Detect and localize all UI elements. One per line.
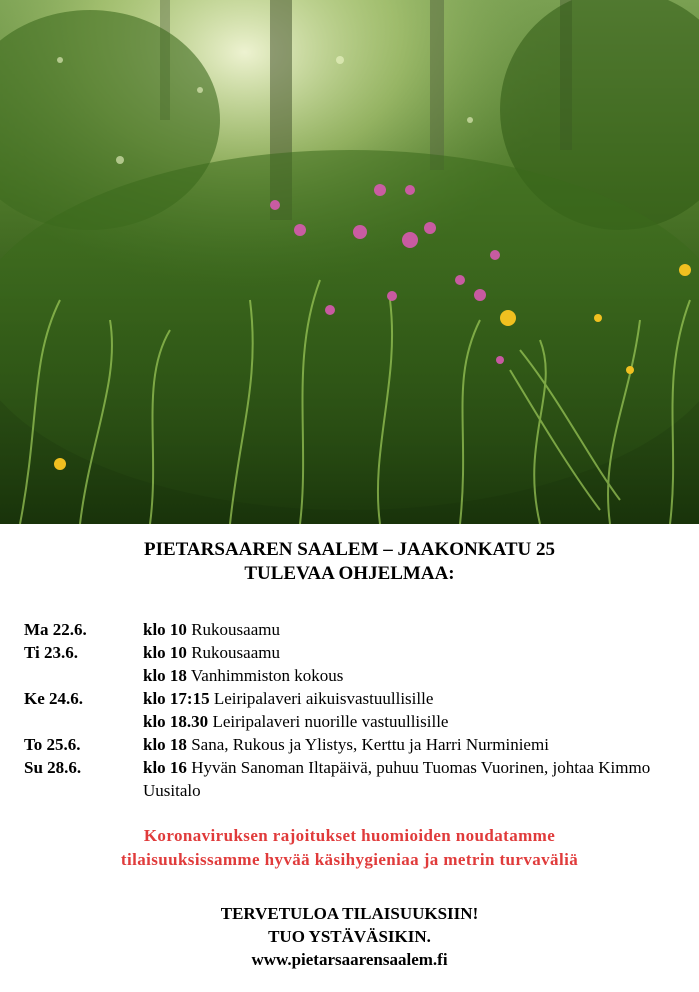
schedule-text: Leiripalaveri nuorille vastuullisille xyxy=(212,712,449,731)
notice-line-2: tilaisuuksissamme hyvää käsihygieniaa ja metrin turvaväliä xyxy=(120,850,579,869)
schedule-event xyxy=(143,756,684,802)
footer xyxy=(0,902,699,971)
schedule-day: To 25.6. xyxy=(24,735,81,754)
schedule-row xyxy=(24,687,684,710)
schedule-row xyxy=(24,710,684,733)
schedule-row xyxy=(24,756,684,802)
schedule-list xyxy=(24,618,684,802)
schedule-event xyxy=(143,641,684,664)
schedule-time: klo 10 xyxy=(143,620,187,639)
schedule-event xyxy=(143,618,684,641)
schedule-row xyxy=(24,733,684,756)
header-subtitle: TULEVAA OHJELMAA: xyxy=(244,563,455,584)
schedule-event xyxy=(143,710,684,733)
welcome-text: TERVETULOA TILAISUUKSIIN! xyxy=(220,904,479,923)
schedule-event xyxy=(143,664,684,687)
schedule-event xyxy=(143,687,684,710)
invite-text: TUO YSTÄVÄSIKIN. xyxy=(268,927,431,946)
notice-line-1: Koronaviruksen rajoitukset huomioiden noudatamme xyxy=(143,826,556,845)
schedule-row xyxy=(24,641,684,664)
schedule-event xyxy=(143,733,684,756)
schedule-time: klo 10 xyxy=(143,643,187,662)
website-link[interactable]: www.pietarsaarensaalem.fi xyxy=(251,950,448,969)
schedule-row xyxy=(24,664,684,687)
schedule-time: klo 16 xyxy=(143,758,187,777)
schedule-day: Ke 24.6. xyxy=(24,689,84,708)
schedule-time: klo 18.30 xyxy=(143,712,209,731)
schedule-time: klo 18 xyxy=(143,666,187,685)
schedule-text: Hyvän Sanoman Iltapäivä, puhuu Tuomas Vuorinen, johtaa Kimmo Uusitalo xyxy=(143,758,651,800)
schedule-text: Leiripalaveri aikuisvastuullisille xyxy=(213,689,434,708)
schedule-text: Vanhimmiston kokous xyxy=(190,666,344,685)
schedule-row xyxy=(24,618,684,641)
schedule-text: Rukousaamu xyxy=(191,620,280,639)
schedule-day: Ti 23.6. xyxy=(24,643,79,662)
schedule-day: Su 28.6. xyxy=(24,758,82,777)
schedule-time: klo 18 xyxy=(143,735,187,754)
schedule-day xyxy=(24,710,143,733)
schedule-text: Rukousaamu xyxy=(191,643,280,662)
header-title: PIETARSAAREN SAALEM – JAAKONKATU 25 xyxy=(144,539,555,560)
schedule-text: Sana, Rukous ja Ylistys, Kerttu ja Harri Nurminiemi xyxy=(191,735,549,754)
schedule-day: Ma 22.6. xyxy=(24,620,87,639)
schedule-day xyxy=(24,664,143,687)
covid-notice xyxy=(0,824,699,872)
schedule-time: klo 17:15 xyxy=(143,689,210,708)
